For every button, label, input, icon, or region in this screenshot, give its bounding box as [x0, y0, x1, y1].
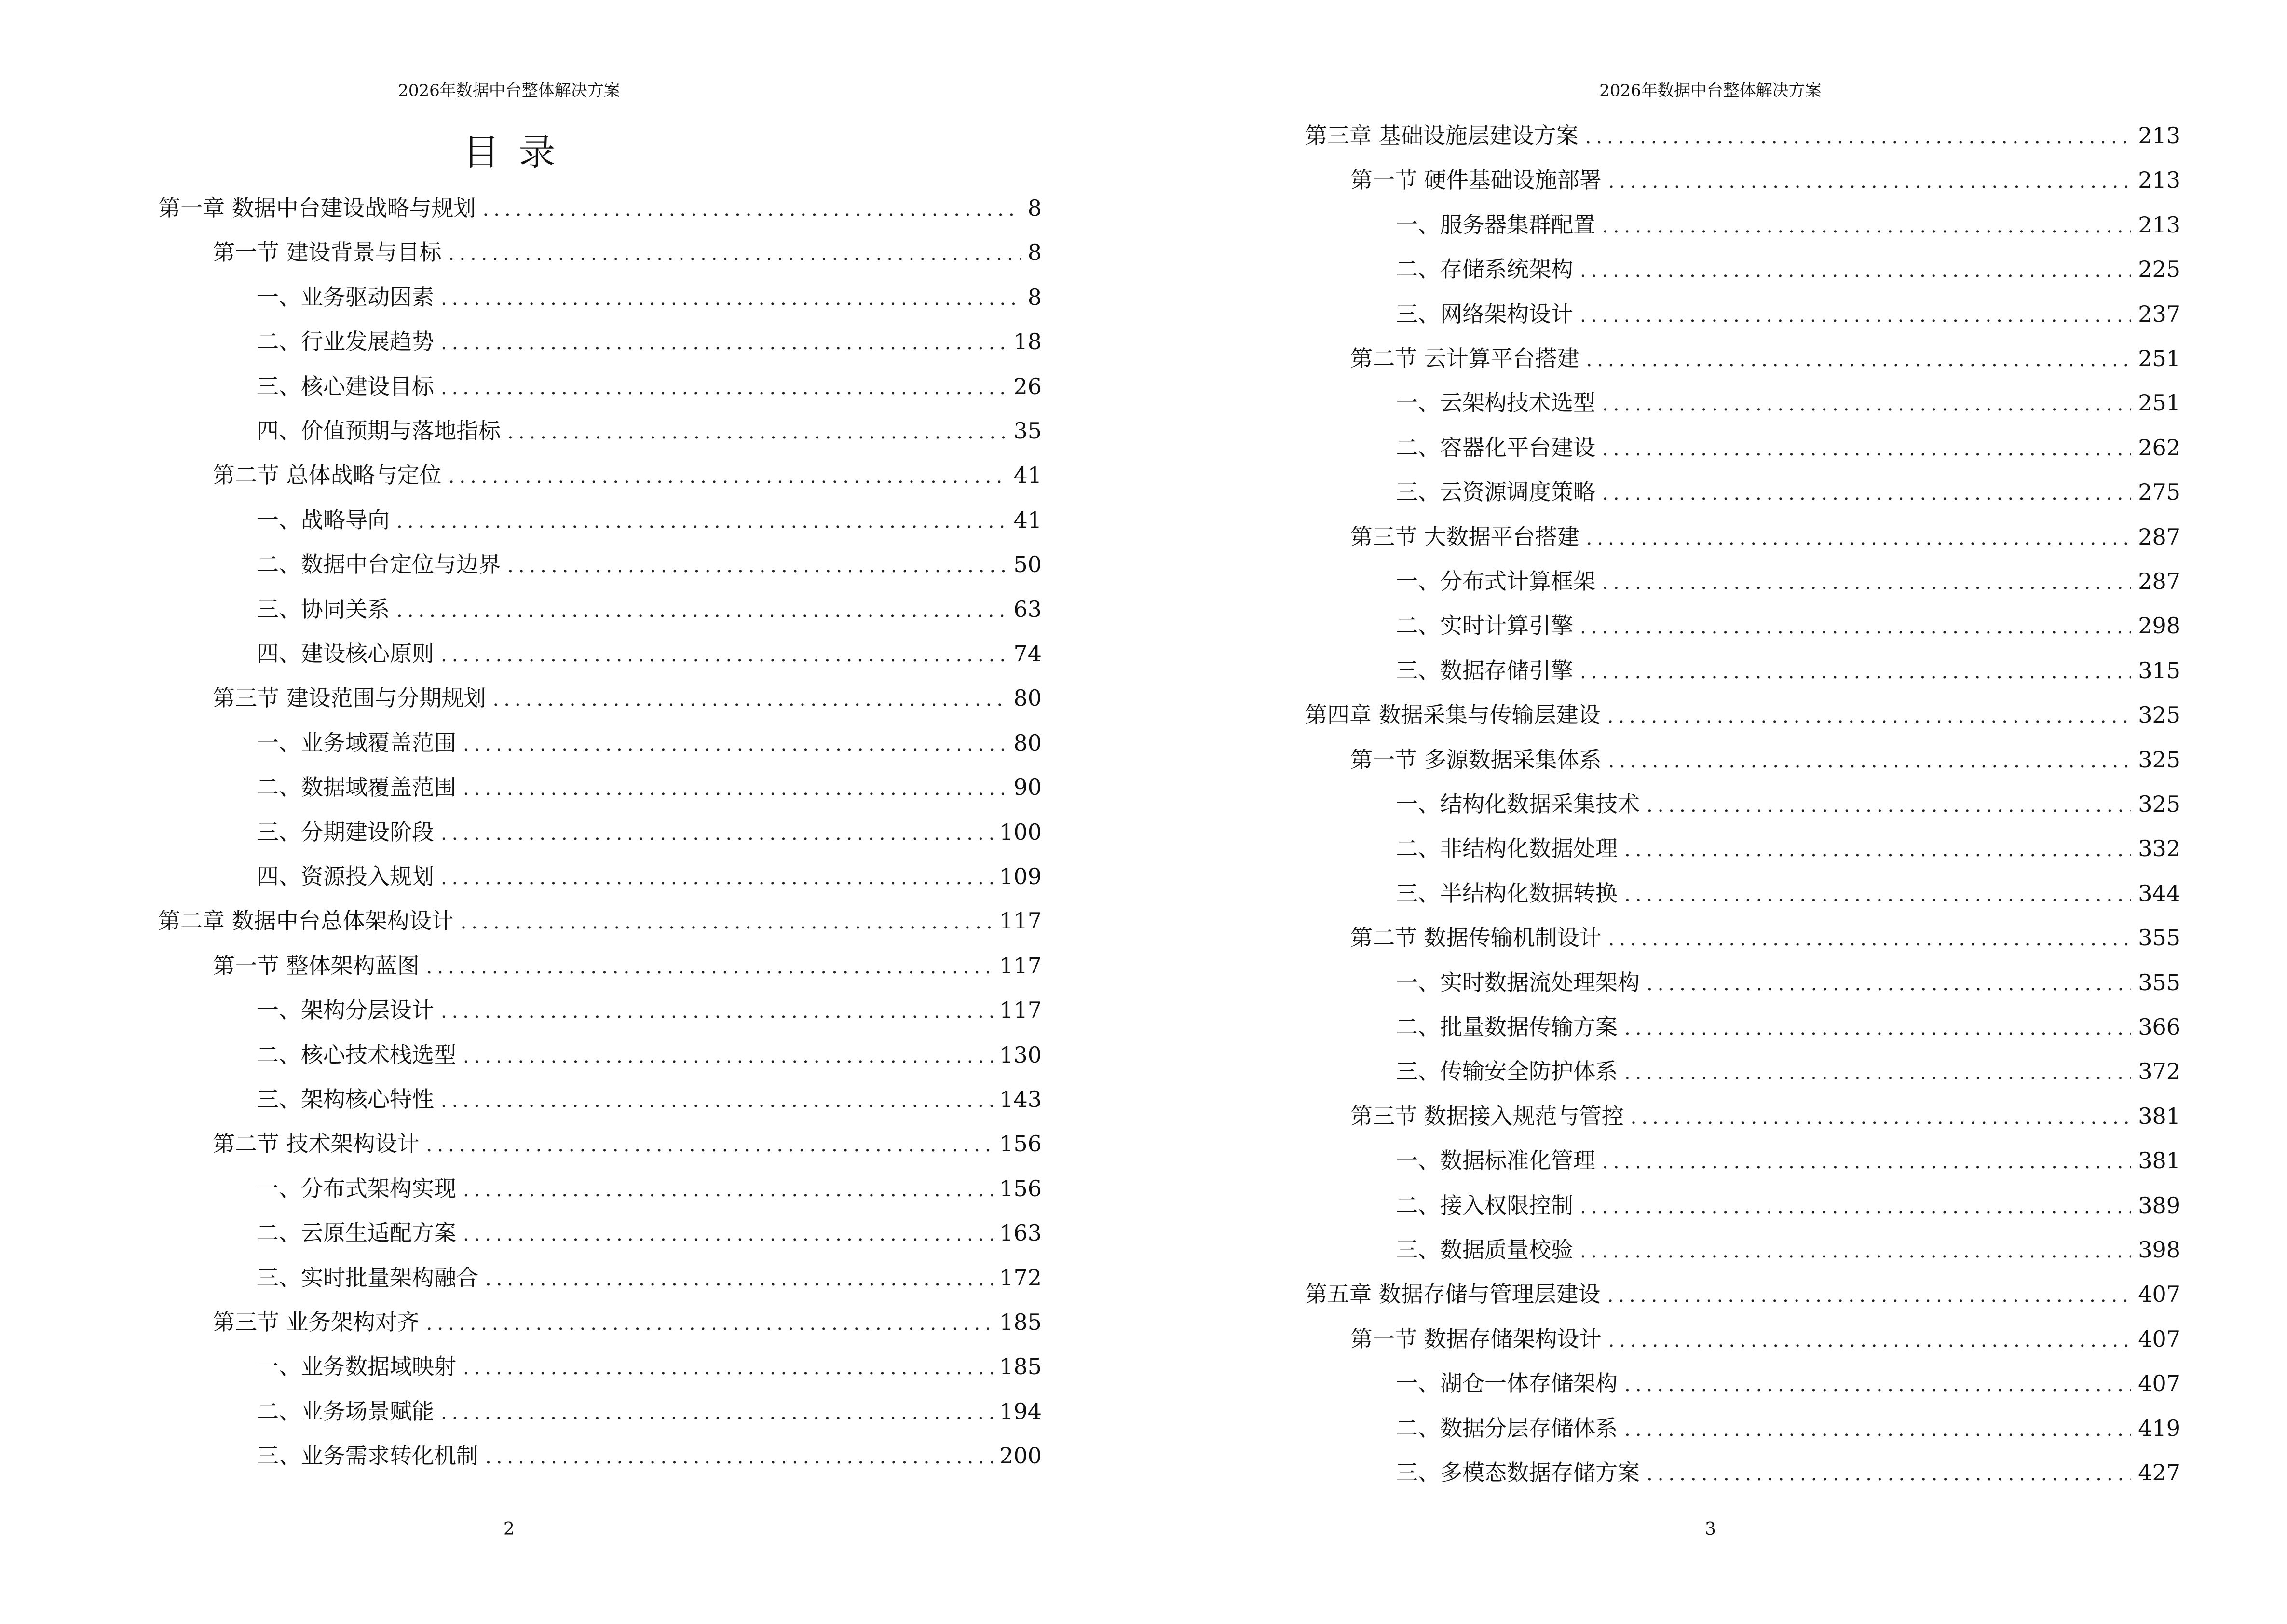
toc-entry-label: 二、数据分层存储体系 [1396, 1415, 1618, 1441]
toc-section-entry[interactable] [1350, 1099, 2180, 1133]
dot-leader [1580, 304, 2131, 327]
toc-entry-label: 二、批量数据传输方案 [1396, 1014, 1618, 1040]
toc-entry-page-number: 117 [999, 952, 1042, 979]
toc-chapter-entry[interactable] [158, 191, 1042, 224]
toc-subsection-entry[interactable] [257, 1171, 1042, 1205]
dot-leader [1631, 1106, 2132, 1129]
dot-leader [1607, 1284, 2132, 1307]
toc-entry-label: 三、云资源调度策略 [1396, 479, 1595, 505]
dot-leader [485, 1268, 993, 1290]
toc-entry-page-number: 143 [999, 1086, 1042, 1112]
toc-entry-page-number: 225 [2138, 256, 2180, 283]
toc-entry-page-number: 344 [2138, 880, 2180, 906]
dot-leader [1608, 928, 2132, 950]
dot-leader [441, 1000, 993, 1023]
toc-subsection-entry[interactable] [1396, 965, 2180, 999]
dot-leader [507, 421, 1007, 443]
dot-leader [441, 1090, 993, 1112]
dot-leader [1580, 616, 2131, 638]
toc-subsection-entry[interactable] [257, 324, 1042, 358]
dot-leader [1624, 1017, 2131, 1039]
toc-subsection-entry[interactable] [257, 815, 1042, 848]
toc-entry-label: 一、分布式计算框架 [1396, 568, 1595, 594]
dot-leader [483, 198, 1021, 220]
toc-subsection-entry[interactable] [1396, 252, 2180, 286]
dot-leader [1647, 1463, 2131, 1485]
dot-leader [1586, 349, 2132, 371]
dot-leader [1608, 1329, 2132, 1351]
toc-section-entry[interactable] [213, 1126, 1042, 1160]
toc-entry-label: 一、业务驱动因素 [257, 284, 434, 310]
toc-subsection-entry[interactable] [1396, 653, 2180, 687]
toc-subsection-entry[interactable] [1396, 430, 2180, 464]
toc-entry-page-number: 407 [2138, 1325, 2180, 1352]
toc-entry-label: 一、云架构技术选型 [1396, 390, 1595, 416]
toc-entry-page-number: 427 [2138, 1460, 2180, 1486]
toc-entry-page-number: 18 [1013, 328, 1042, 355]
dot-leader [441, 332, 1007, 354]
dot-leader [463, 1357, 993, 1379]
toc-entry-label: 一、架构分层设计 [257, 997, 434, 1024]
toc-entry-page-number: 8 [1027, 284, 1042, 310]
toc-entry-label: 三、数据质量校验 [1396, 1237, 1573, 1263]
toc-entry-label: 三、网络架构设计 [1396, 300, 1573, 327]
dot-leader [441, 377, 1007, 399]
toc-entry-label: 第四章 数据采集与传输层建设 [1305, 702, 1601, 728]
toc-subsection-entry[interactable] [1396, 608, 2180, 642]
toc-entry-page-number: 355 [2138, 969, 2180, 996]
toc-entry-label: 一、业务域覆盖范围 [257, 729, 456, 756]
toc-entry-page-number: 41 [1013, 462, 1042, 489]
dot-leader [426, 1312, 993, 1335]
toc-entry-page-number: 80 [1013, 729, 1042, 756]
toc-entry-page-number: 332 [2138, 835, 2180, 862]
dot-leader [426, 956, 993, 978]
dot-leader [493, 688, 1007, 710]
toc-entry-page-number: 63 [1013, 596, 1042, 622]
toc-entry-label: 一、数据标准化管理 [1396, 1147, 1595, 1174]
toc-subsection-entry[interactable] [257, 859, 1042, 893]
dot-leader [1602, 1151, 2131, 1173]
toc-entry-page-number: 325 [2138, 791, 2180, 817]
dot-leader [1602, 572, 2131, 594]
toc-entry-label: 二、非结构化数据处理 [1396, 835, 1618, 862]
dot-leader [441, 822, 993, 845]
toc-entry-label: 第一节 整体架构蓝图 [213, 952, 420, 979]
toc-subsection-entry[interactable] [257, 369, 1042, 403]
toc-entry-page-number: 41 [1013, 506, 1042, 533]
toc-entry-label: 三、协同关系 [257, 596, 390, 622]
dot-leader [1608, 750, 2132, 772]
toc-entry-label: 二、行业发展趋势 [257, 328, 434, 355]
toc-entry-label: 二、数据域覆盖范围 [257, 774, 456, 801]
toc-entry-label: 第一章 数据中台建设战略与规划 [158, 195, 476, 221]
toc-subsection-entry[interactable] [257, 280, 1042, 314]
toc-entry-page-number: 407 [2138, 1370, 2180, 1397]
toc-entry-label: 三、实时批量架构融合 [257, 1264, 478, 1291]
dot-leader [1580, 661, 2131, 683]
toc-subsection-entry[interactable] [257, 413, 1042, 447]
toc-subsection-entry[interactable] [1396, 1143, 2180, 1177]
toc-entry-page-number: 156 [999, 1131, 1042, 1157]
dot-leader [1585, 126, 2132, 148]
toc-subsection-entry[interactable] [257, 1394, 1042, 1428]
toc-entry-page-number: 389 [2138, 1192, 2180, 1218]
toc-entry-label: 一、结构化数据采集技术 [1396, 791, 1640, 817]
toc-section-entry[interactable] [213, 681, 1042, 714]
dot-leader [1580, 1240, 2131, 1262]
dot-leader [1624, 884, 2131, 906]
toc-entry-label: 一、湖仓一体存储架构 [1396, 1370, 1618, 1397]
toc-chapter-entry[interactable] [158, 903, 1042, 937]
toc-entry-label: 三、架构核心特性 [257, 1086, 434, 1112]
toc-entry-label: 四、资源投入规划 [257, 863, 434, 889]
toc-entry-page-number: 130 [999, 1041, 1042, 1068]
toc-entry-page-number: 366 [2138, 1014, 2180, 1040]
dot-leader [449, 243, 1021, 265]
toc-subsection-entry[interactable] [1396, 787, 2180, 820]
dot-leader [1602, 393, 2131, 415]
toc-entry-page-number: 419 [2138, 1415, 2180, 1441]
dot-leader [1580, 1196, 2131, 1218]
dot-leader [461, 911, 993, 933]
toc-entry-page-number: 74 [1013, 641, 1042, 667]
toc-entry-label: 一、服务器集群配置 [1396, 211, 1595, 238]
toc-entry-label: 四、建设核心原则 [257, 641, 434, 667]
toc-entry-page-number: 213 [2138, 211, 2180, 238]
dot-leader [396, 510, 1007, 532]
toc-subsection-entry[interactable] [257, 1037, 1042, 1071]
toc-entry-page-number: 251 [2138, 390, 2180, 416]
toc-subsection-entry[interactable] [1396, 876, 2180, 910]
toc-subsection-entry[interactable] [1396, 1455, 2180, 1489]
dot-leader [1624, 1419, 2131, 1441]
toc-entry-page-number: 298 [2138, 613, 2180, 639]
page-number: 2 [504, 1519, 515, 1539]
dot-leader [426, 1134, 993, 1156]
toc-subsection-entry[interactable] [1396, 207, 2180, 241]
toc-entry-page-number: 90 [1013, 774, 1042, 801]
toc-entry-page-number: 287 [2138, 523, 2180, 550]
toc-entry-page-number: 287 [2138, 568, 2180, 594]
toc-entry-page-number: 50 [1013, 551, 1042, 578]
toc-entry-page-number: 8 [1027, 239, 1042, 266]
dot-leader [1647, 794, 2131, 817]
toc-entry-label: 二、容器化平台建设 [1396, 434, 1595, 461]
toc-section-entry[interactable] [213, 1305, 1042, 1338]
toc-entry-label: 第二章 数据中台总体架构设计 [158, 908, 454, 934]
toc-entry-label: 第二节 技术架构设计 [213, 1131, 420, 1157]
toc-entry-label: 一、实时数据流处理架构 [1396, 969, 1640, 996]
toc-title: 目录 [463, 131, 575, 174]
toc-entry-label: 一、业务数据域映射 [257, 1353, 456, 1380]
dot-leader [1580, 259, 2131, 282]
toc-entry-label: 三、数据存储引擎 [1396, 657, 1573, 683]
toc-entry-page-number: 8 [1027, 195, 1042, 221]
toc-entry-label: 三、半结构化数据转换 [1396, 880, 1618, 906]
toc-chapter-entry[interactable] [1305, 697, 2180, 731]
toc-subsection-entry[interactable] [257, 725, 1042, 759]
toc-entry-page-number: 185 [999, 1353, 1042, 1380]
dot-leader [463, 1179, 993, 1201]
toc-entry-label: 三、业务需求转化机制 [257, 1443, 478, 1469]
dot-leader [485, 1446, 993, 1468]
toc-subsection-entry[interactable] [257, 1260, 1042, 1294]
toc-entry-label: 二、核心技术栈选型 [257, 1041, 456, 1068]
toc-entry-label: 四、价值预期与落地指标 [257, 418, 501, 444]
toc-entry-label: 第三节 大数据平台搭建 [1350, 523, 1579, 550]
dot-leader [1647, 973, 2131, 995]
running-header: 2026年数据中台整体解决方案 [1599, 81, 1822, 100]
toc-entry-page-number: 80 [1013, 685, 1042, 711]
page-number: 3 [1705, 1519, 1716, 1539]
toc-entry-page-number: 407 [2138, 1281, 2180, 1308]
toc-subsection-entry[interactable] [1396, 1366, 2180, 1400]
toc-entry-page-number: 355 [2138, 925, 2180, 951]
dot-leader [396, 600, 1007, 622]
dot-leader [1624, 1062, 2131, 1084]
toc-section-entry[interactable] [1350, 1322, 2180, 1355]
toc-section-entry[interactable] [1350, 920, 2180, 954]
toc-entry-label: 二、接入权限控制 [1396, 1192, 1573, 1218]
dot-leader [1607, 705, 2132, 727]
toc-section-entry[interactable] [213, 948, 1042, 982]
toc-entry-label: 三、分期建设阶段 [257, 819, 434, 845]
toc-entry-label: 第二节 云计算平台搭建 [1350, 345, 1579, 371]
toc-subsection-entry[interactable] [1396, 475, 2180, 508]
toc-entry-page-number: 237 [2138, 300, 2180, 327]
toc-subsection-entry[interactable] [1396, 564, 2180, 598]
dot-leader [1602, 482, 2131, 505]
toc-entry-page-number: 194 [999, 1398, 1042, 1424]
right-page [1144, 0, 2287, 1624]
toc-entry-label: 第三章 基础设施层建设方案 [1305, 123, 1579, 149]
toc-entry-label: 第一节 建设背景与目标 [213, 239, 442, 266]
dot-leader [1624, 1374, 2131, 1396]
dot-leader [449, 465, 1007, 488]
toc-subsection-entry[interactable] [257, 547, 1042, 581]
toc-entry-page-number: 262 [2138, 434, 2180, 461]
toc-entry-label: 三、核心建设目标 [257, 373, 434, 399]
toc-entry-page-number: 381 [2138, 1103, 2180, 1129]
toc-subsection-entry[interactable] [257, 636, 1042, 670]
toc-subsection-entry[interactable] [257, 592, 1042, 626]
dot-leader [1624, 839, 2131, 861]
toc-entry-page-number: 275 [2138, 479, 2180, 505]
dot-leader [1608, 170, 2132, 192]
toc-section-entry[interactable] [1350, 519, 2180, 553]
toc-entry-page-number: 381 [2138, 1147, 2180, 1174]
toc-subsection-entry[interactable] [1396, 385, 2180, 419]
toc-entry-page-number: 26 [1013, 373, 1042, 399]
toc-entry-page-number: 213 [2138, 123, 2180, 149]
toc-subsection-entry[interactable] [1396, 1188, 2180, 1222]
toc-entry-label: 第一节 多源数据采集体系 [1350, 746, 1602, 773]
toc-entry-page-number: 398 [2138, 1237, 2180, 1263]
toc-subsection-entry[interactable] [1396, 297, 2180, 330]
dot-leader [1602, 438, 2131, 460]
toc-entry-label: 一、分布式架构实现 [257, 1175, 456, 1201]
dot-leader [463, 1045, 993, 1067]
toc-entry-label: 第五章 数据存储与管理层建设 [1305, 1281, 1601, 1308]
toc-subsection-entry[interactable] [257, 1082, 1042, 1116]
toc-subsection-entry[interactable] [257, 1438, 1042, 1472]
toc-subsection-entry[interactable] [257, 770, 1042, 804]
toc-entry-label: 三、多模态数据存储方案 [1396, 1460, 1640, 1486]
dot-leader [441, 867, 993, 889]
toc-subsection-entry[interactable] [1396, 1010, 2180, 1043]
toc-entry-page-number: 213 [2138, 167, 2180, 193]
toc-section-entry[interactable] [213, 235, 1042, 269]
toc-entry-page-number: 251 [2138, 345, 2180, 371]
toc-entry-page-number: 35 [1013, 418, 1042, 444]
toc-entry-label: 第一节 硬件基础设施部署 [1350, 167, 1602, 193]
toc-entry-label: 第三节 建设范围与分期规划 [213, 685, 486, 711]
toc-subsection-entry[interactable] [257, 993, 1042, 1026]
running-header: 2026年数据中台整体解决方案 [398, 81, 620, 100]
toc-entry-label: 二、实时计算引擎 [1396, 613, 1573, 639]
dot-leader [1602, 215, 2131, 237]
dot-leader [441, 644, 1007, 666]
toc-subsection-entry[interactable] [1396, 1411, 2180, 1445]
toc-section-entry[interactable] [1350, 341, 2180, 375]
toc-entry-page-number: 109 [999, 863, 1042, 889]
toc-chapter-entry[interactable] [1305, 1277, 2180, 1310]
toc-section-entry[interactable] [213, 458, 1042, 491]
toc-subsection-entry[interactable] [257, 1349, 1042, 1383]
dot-leader [441, 287, 1021, 310]
dot-leader [507, 555, 1007, 577]
toc-entry-label: 二、存储系统架构 [1396, 256, 1573, 283]
toc-entry-page-number: 185 [999, 1309, 1042, 1335]
toc-entry-page-number: 172 [999, 1264, 1042, 1291]
toc-subsection-entry[interactable] [1396, 1232, 2180, 1266]
toc-entry-label: 一、战略导向 [257, 506, 390, 533]
toc-entry-page-number: 372 [2138, 1058, 2180, 1085]
toc-entry-page-number: 163 [999, 1220, 1042, 1246]
toc-entry-page-number: 325 [2138, 702, 2180, 728]
toc-entry-label: 二、云原生适配方案 [257, 1220, 456, 1246]
toc-entry-label: 第三节 数据接入规范与管控 [1350, 1103, 1624, 1129]
toc-entry-page-number: 100 [999, 819, 1042, 845]
toc-entry-page-number: 117 [999, 997, 1042, 1024]
toc-entry-label: 第一节 数据存储架构设计 [1350, 1325, 1602, 1352]
dot-leader [463, 1223, 993, 1245]
toc-entry-page-number: 200 [999, 1443, 1042, 1469]
toc-entry-label: 三、传输安全防护体系 [1396, 1058, 1618, 1085]
toc-entry-label: 二、数据中台定位与边界 [257, 551, 501, 578]
toc-subsection-entry[interactable] [257, 1215, 1042, 1249]
toc-entry-page-number: 325 [2138, 746, 2180, 773]
toc-subsection-entry[interactable] [1396, 831, 2180, 865]
toc-entry-label: 第三节 业务架构对齐 [213, 1309, 420, 1335]
toc-chapter-entry[interactable] [1305, 118, 2180, 152]
dot-leader [463, 778, 1007, 800]
dot-leader [441, 1402, 993, 1424]
toc-subsection-entry[interactable] [257, 503, 1042, 536]
toc-entry-page-number: 315 [2138, 657, 2180, 683]
toc-entry-page-number: 117 [999, 908, 1042, 934]
toc-section-entry[interactable] [1350, 742, 2180, 776]
toc-entry-page-number: 156 [999, 1175, 1042, 1201]
dot-leader [1586, 527, 2132, 549]
toc-entry-label: 第二节 总体战略与定位 [213, 462, 442, 489]
dot-leader [463, 733, 1007, 755]
toc-entry-label: 二、业务场景赋能 [257, 1398, 434, 1424]
toc-subsection-entry[interactable] [1396, 1054, 2180, 1088]
toc-section-entry[interactable] [1350, 163, 2180, 196]
toc-entry-label: 第二节 数据传输机制设计 [1350, 925, 1602, 951]
